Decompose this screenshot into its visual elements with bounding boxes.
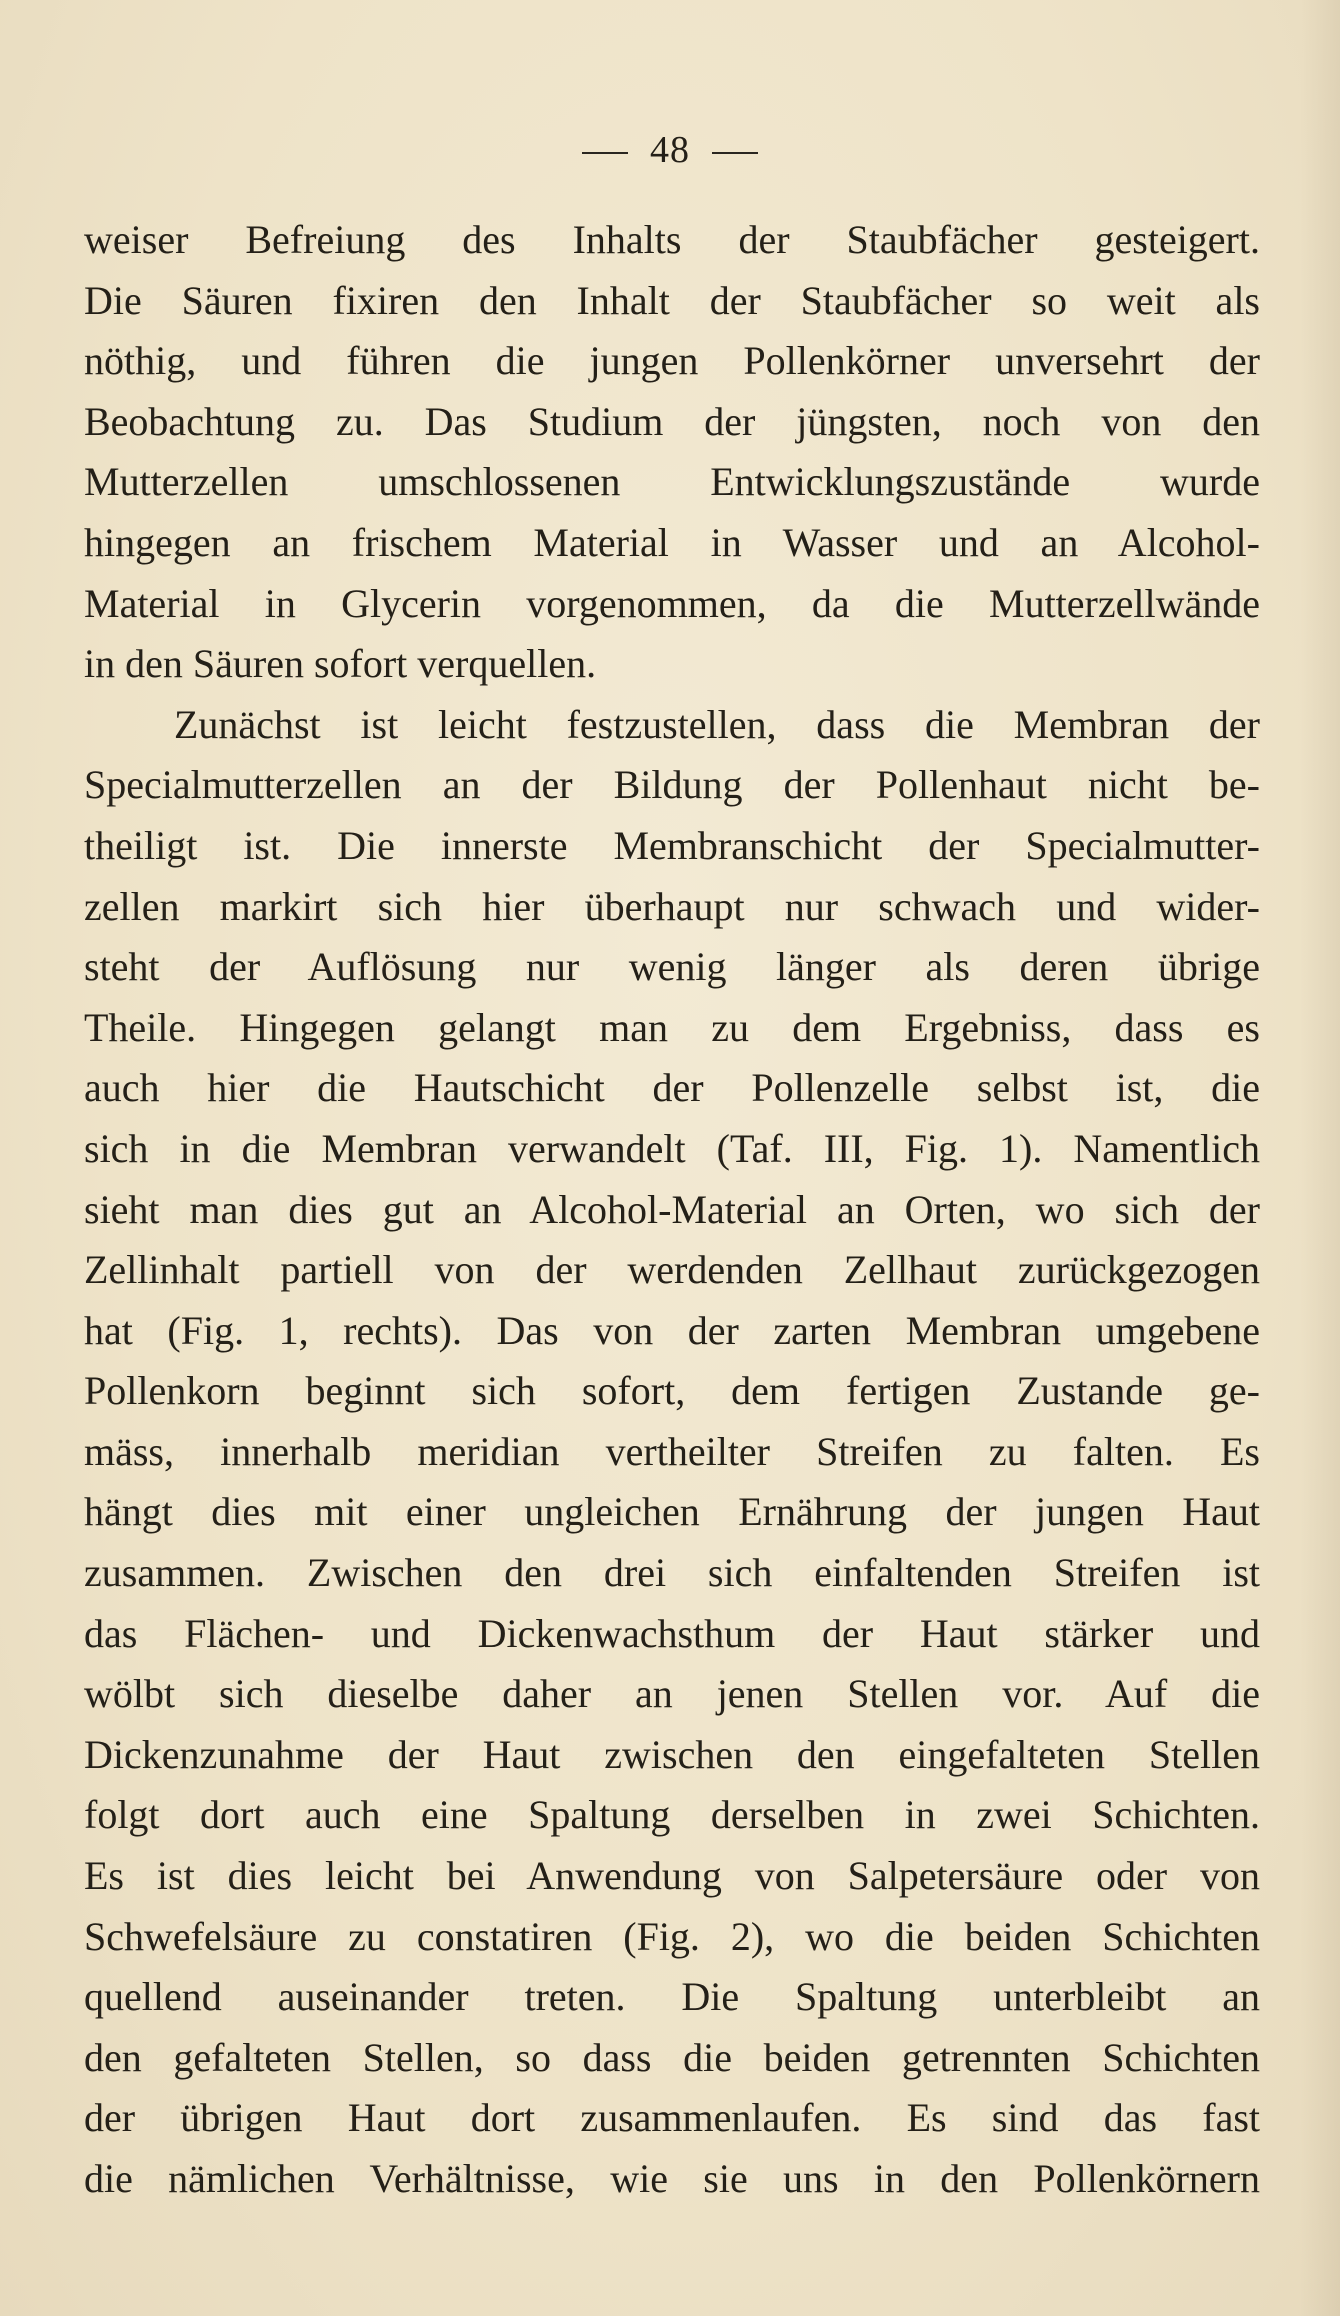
text-line: Es ist dies leicht bei Anwendung von Salpetersäure oder von [84, 1853, 1260, 1899]
text-line: hat (Fig. 1, rechts). Das von der zarten Membran umgebene [84, 1307, 1260, 1353]
text-line: nöthig, und führen die jungen Pollenkörner unversehrt der [84, 338, 1260, 384]
text-line: Die Säuren fixiren den Inhalt der Staubfächer so weit als [84, 277, 1260, 323]
text-line: hingegen an frischem Material in Wasser und an Alcohol- [84, 519, 1260, 565]
page-header [0, 122, 1340, 178]
text-line: wölbt sich dieselbe daher an jenen Stellen vor. Auf die [84, 1671, 1260, 1717]
header-dash-left [582, 152, 628, 154]
text-line: mäss, innerhalb meridian vertheilter Streifen zu falten. Es [84, 1428, 1260, 1474]
text-line: Specialmutterzellen an der Bildung der Pollenhaut nicht be- [84, 762, 1260, 808]
text-line: zusammen. Zwischen den drei sich einfaltenden Streifen ist [84, 1550, 1260, 1596]
text-line: theiligt ist. Die innerste Membranschicht der Specialmutter- [84, 822, 1260, 868]
text-line: sich in die Membran verwandelt (Taf. III, Fig. 1). Namentlich [84, 1125, 1260, 1171]
page-number: 48 [650, 129, 690, 171]
text-line: hängt dies mit einer ungleichen Ernährung der jungen Haut [84, 1489, 1260, 1535]
body-text [84, 210, 1260, 2210]
text-line: Zellinhalt partiell von der werdenden Zellhaut zurückgezogen [84, 1247, 1260, 1293]
text-line: Zunächst ist leicht festzustellen, dass die Membran der [174, 701, 1260, 747]
text-line: zellen markirt sich hier überhaupt nur schwach und wider- [84, 883, 1260, 929]
text-line: Pollenkorn beginnt sich sofort, dem fertigen Zustande ge- [84, 1368, 1260, 1414]
text-line: das Flächen- und Dickenwachsthum der Haut stärker und [84, 1610, 1260, 1656]
text-line: in den Säuren sofort verquellen. [84, 641, 597, 687]
text-line: folgt dort auch eine Spaltung derselben in zwei Schichten. [84, 1792, 1260, 1838]
text-line: Schwefelsäure zu constatiren (Fig. 2), wo die beiden Schichten [84, 1913, 1260, 1959]
text-line: Mutterzellen umschlossenen Entwicklungszustände wurde [84, 459, 1260, 505]
text-line: der übrigen Haut dort zusammenlaufen. Es sind das fast [84, 2095, 1260, 2141]
text-line: weiser Befreiung des Inhalts der Staubfächer gesteigert. [84, 217, 1260, 262]
text-line: den gefalteten Stellen, so dass die beiden getrennten Schichten [84, 2034, 1260, 2080]
text-line: Beobachtung zu. Das Studium der jüngsten, noch von den [84, 398, 1260, 444]
text-line: die nämlichen Verhältnisse, wie sie uns in den Pollenkörnern [84, 2156, 1260, 2201]
text-line: steht der Auflösung nur wenig länger als deren übrige [84, 944, 1260, 990]
text-line: Theile. Hingegen gelangt man zu dem Ergebniss, dass es [84, 1004, 1260, 1050]
text-line: Dickenzunahme der Haut zwischen den eingefalteten Stellen [84, 1731, 1260, 1777]
header-dash-right [712, 152, 758, 154]
text-line: auch hier die Hautschicht der Pollenzelle selbst ist, die [84, 1065, 1260, 1111]
text-line: sieht man dies gut an Alcohol-Material an Orten, wo sich der [84, 1186, 1260, 1232]
text-line: Material in Glycerin vorgenommen, da die Mutterzellwände [84, 580, 1260, 626]
page-edge-shadow [1300, 0, 1340, 2316]
text-line: quellend auseinander treten. Die Spaltung unterbleibt an [84, 1974, 1260, 2020]
